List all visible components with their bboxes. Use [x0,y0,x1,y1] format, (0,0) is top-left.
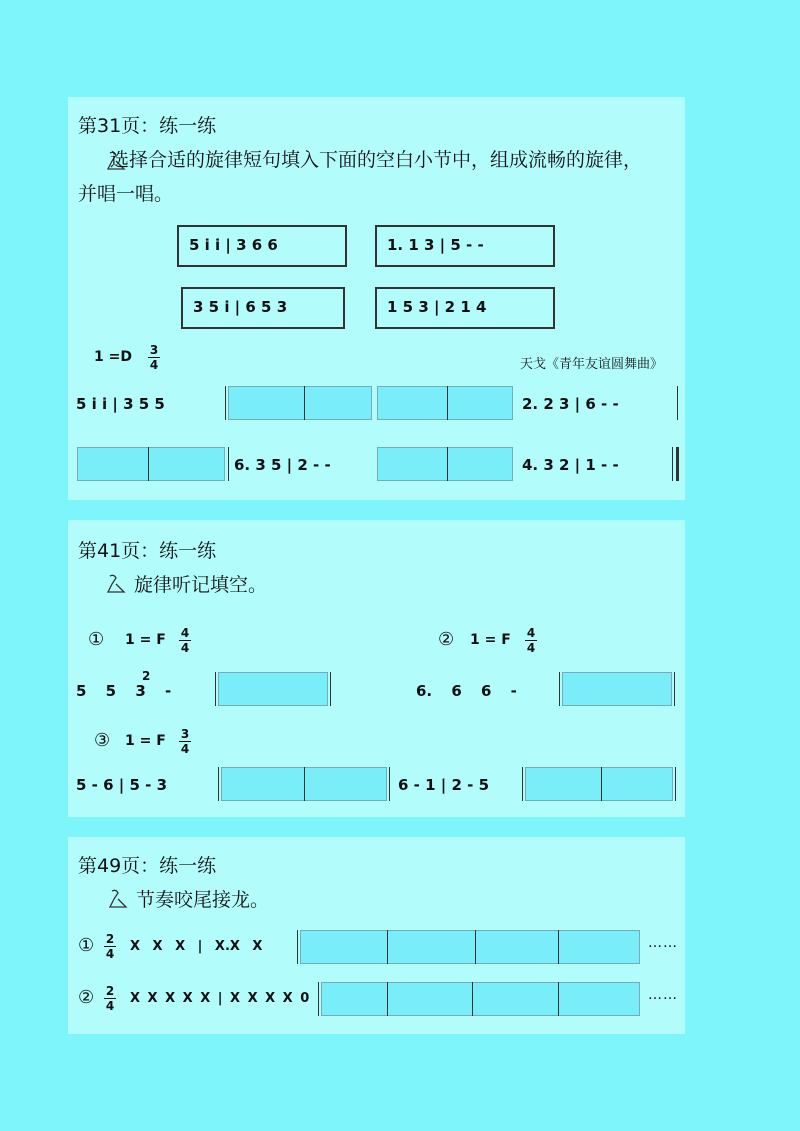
bar-line [304,386,305,420]
key-signature: 1 = F [125,632,166,648]
item-mark: ③ [94,730,111,751]
item3-notes-b: 6 - 1 | 2 - 5 [398,776,490,794]
exercise-panel-p49 [68,837,685,1034]
time-signature [179,728,191,755]
bar-line [148,447,149,481]
bar-line [318,982,319,1016]
item-mark: ② [438,629,455,650]
rhythm-row1: X X X | X.X X [130,939,263,954]
bar-line [601,767,602,801]
section-title: 第49页：练一练 [78,855,217,877]
time-top: 4 [180,626,190,640]
bar-line [330,672,331,706]
melody-option-3[interactable] [181,287,345,329]
key-signature: 1 = F [125,733,166,749]
key-signature: 1 =D [94,349,132,365]
time-top: 2 [105,984,115,998]
blank-measures-4[interactable] [377,447,513,481]
ellipsis: …… [648,935,678,951]
section-title: 第41页：练一练 [78,540,217,562]
bar-line [387,982,388,1016]
time-bottom: 4 [180,742,190,756]
score-line1-start: 5 i i | 3 5 5 [76,395,165,413]
time-signature [104,933,116,960]
bar-line [389,767,390,801]
instruction-text: 选择合适的旋律短句填入下面的空白小节中，组成流畅的旋律，并唱一唱。 [78,149,643,205]
blank-measure-item2[interactable] [562,672,672,706]
bar-line [297,930,298,964]
grace-note: 2 [142,669,151,683]
bar-line [672,447,673,481]
ellipsis: …… [648,987,678,1003]
score-line2-mid: 6. 3 5 | 2 - - [234,456,331,474]
melody-option-1[interactable] [177,225,347,267]
time-signature [104,985,116,1012]
option-notes: 1 5 3 | 2 1 4 [387,298,487,316]
rhythm-row2: X X X X X | X X X X 0 [130,991,310,1006]
bar-line [674,672,675,706]
bar-line [447,386,448,420]
bar-line [558,930,559,964]
bar-line [675,767,676,801]
option-notes: 1. 1 3 | 5 - - [387,236,484,254]
time-top: 3 [149,343,159,357]
bar-line [218,767,219,801]
melody-option-4[interactable] [375,287,555,329]
bar-line [228,447,229,481]
bar-line [475,930,476,964]
time-signature [148,344,160,371]
bar-line [559,672,560,706]
score-line2-end: 4. 3 2 | 1 - - [522,456,619,474]
time-bottom: 4 [180,641,190,655]
time-top: 4 [526,626,536,640]
exercise-panel-p31 [68,97,685,500]
instruction-text: 节奏咬尾接龙。 [136,889,270,911]
time-bottom: 4 [105,947,115,961]
bar-line [387,930,388,964]
time-bottom: 4 [526,641,536,655]
time-top: 3 [180,727,190,741]
item2-notes: 6. 6 6 - [416,682,517,700]
bar-line [304,767,305,801]
time-signature [179,627,191,654]
bar-line [677,386,678,420]
section-title: 第31页：练一练 [78,115,217,137]
score-line1-end: 2. 2 3 | 6 - - [522,395,619,413]
item3-notes-a: 5 - 6 | 5 - 3 [76,776,168,794]
blank-measures-1[interactable] [228,386,372,420]
item-mark: ① [88,629,105,650]
time-signature [525,627,537,654]
option-notes: 3 5 i | 6 5 3 [193,298,288,316]
bar-line [225,386,226,420]
time-top: 2 [105,932,115,946]
blank-measures-2[interactable] [377,386,513,420]
bar-line [472,982,473,1016]
instruction-text: 旋律听记填空。 [134,574,268,596]
conductor-icon [104,572,128,596]
time-bottom: 4 [149,358,159,372]
blank-measures-item3b[interactable] [525,767,673,801]
bar-line [522,767,523,801]
row-mark: ① [78,935,95,956]
composer-credit: 天戈《青年友谊圆舞曲》 [520,357,664,372]
exercise-panel-p41 [68,520,685,817]
blank-rhythm-row2[interactable] [321,982,640,1016]
blank-measures-3[interactable] [77,447,225,481]
blank-rhythm-row1[interactable] [300,930,640,964]
option-notes: 5 i i | 3 6 6 [189,236,278,254]
blank-measure-item1[interactable] [218,672,328,706]
time-bottom: 4 [105,999,115,1013]
item1-notes: 5 5 3 - [76,682,172,700]
bar-line [447,447,448,481]
bar-line [558,982,559,1016]
key-signature: 1 = F [470,632,511,648]
bar-line [215,672,216,706]
row-mark: ② [78,987,95,1008]
conductor-icon [106,887,130,911]
melody-option-2[interactable] [375,225,555,267]
final-bar-line [676,447,679,481]
